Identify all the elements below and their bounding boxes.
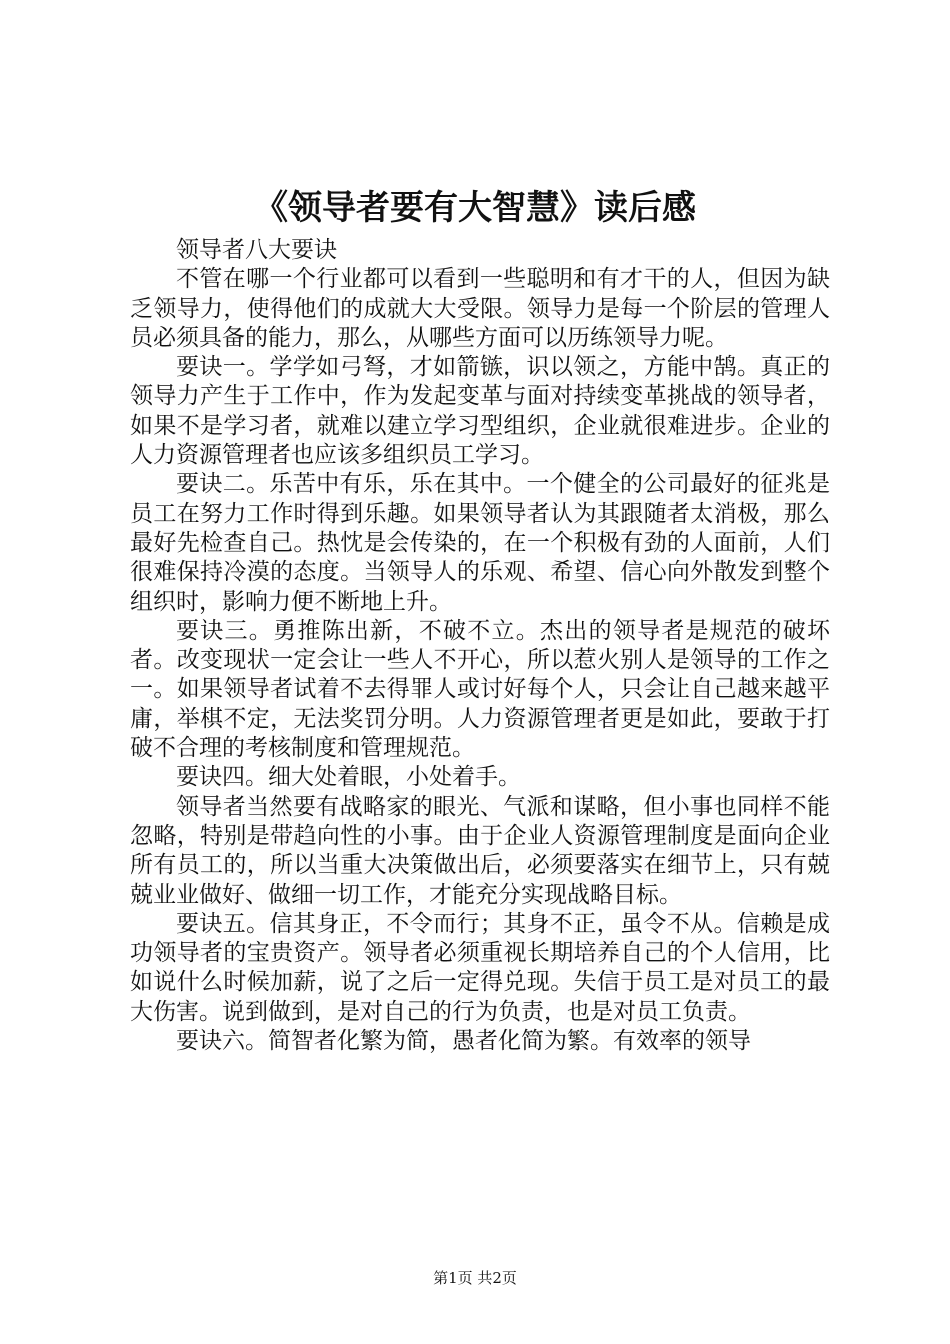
page-footer: 第1页 共2页 (433, 1269, 517, 1287)
paragraph-tip-4-heading: 要诀四。细大处着眼，小处着手。 (176, 764, 521, 791)
paragraph-tip-6: 要诀六。简智者化繁为简，愚者化简为繁。有效率的领导 (176, 1028, 751, 1055)
paragraph-tip-2: 要诀二。乐苦中有乐，乐在其中。一个健全的公司最好的征兆是员工在努力工作时得到乐趣。如果领导者认为其跟随者太消极，那么最好先检查自己。热忱是会传染的，在一个积极有劲的人面前，人们很难保持冷漠的态度。当领导人的乐观、希望、信心向外散发到整个组织时，影响力便不断地上升。 (130, 471, 830, 615)
paragraph-tip-5: 要诀五。信其身正，不令而行；其身不正，虽令不从。信赖是成功领导者的宝贵资产。领导者必须重视长期培养自己的个人信用，比如说什么时候加薪，说了之后一定得兑现。失信于员工是对员工的最大伤害。说到做到，是对自己的行为负责，也是对员工负责。 (130, 910, 830, 1025)
document-title: 《领导者要有大智慧》读后感 (254, 188, 696, 228)
document-body (130, 236, 830, 1056)
paragraph-tip-3: 要诀三。勇推陈出新，不破不立。杰出的领导者是规范的破坏者。改变现状一定会让一些人不开心，所以惹火别人是领导的工作之一。如果领导者试着不去得罪人或讨好每个人，只会让自己越来越平庸，举棋不定，无法奖罚分明。人力资源管理者更是如此，要敢于打破不合理的考核制度和管理规范。 (130, 617, 830, 762)
paragraph-heading: 领导者八大要诀 (176, 237, 337, 263)
paragraph-intro: 不管在哪一个行业都可以看到一些聪明和有才干的人，但因为缺乏领导力，使得他们的成就大大受限。领导力是每一个阶层的管理人员必须具备的能力，那么，从哪些方面可以历练领导力呢。 (130, 266, 830, 351)
paragraph-tip-4-body: 领导者当然要有战略家的眼光、气派和谋略，但小事也同样不能忽略，特别是带趋向性的小事。由于企业人资源管理制度是面向企业所有员工的，所以当重大决策做出后，必须要落实在细节上，只有兢兢业业做好、做细一切工作，才能充分实现战略目标。 (130, 793, 830, 908)
paragraph-tip-1: 要诀一。学学如弓弩，才如箭镞，识以领之，方能中鹄。真正的领导力产生于工作中，作为发起变革与面对持续变革挑战的领导者，如果不是学习者，就难以建立学习型组织，企业就很难进步。企业的人力资源管理者也应该多组织员工学习。 (130, 354, 830, 469)
